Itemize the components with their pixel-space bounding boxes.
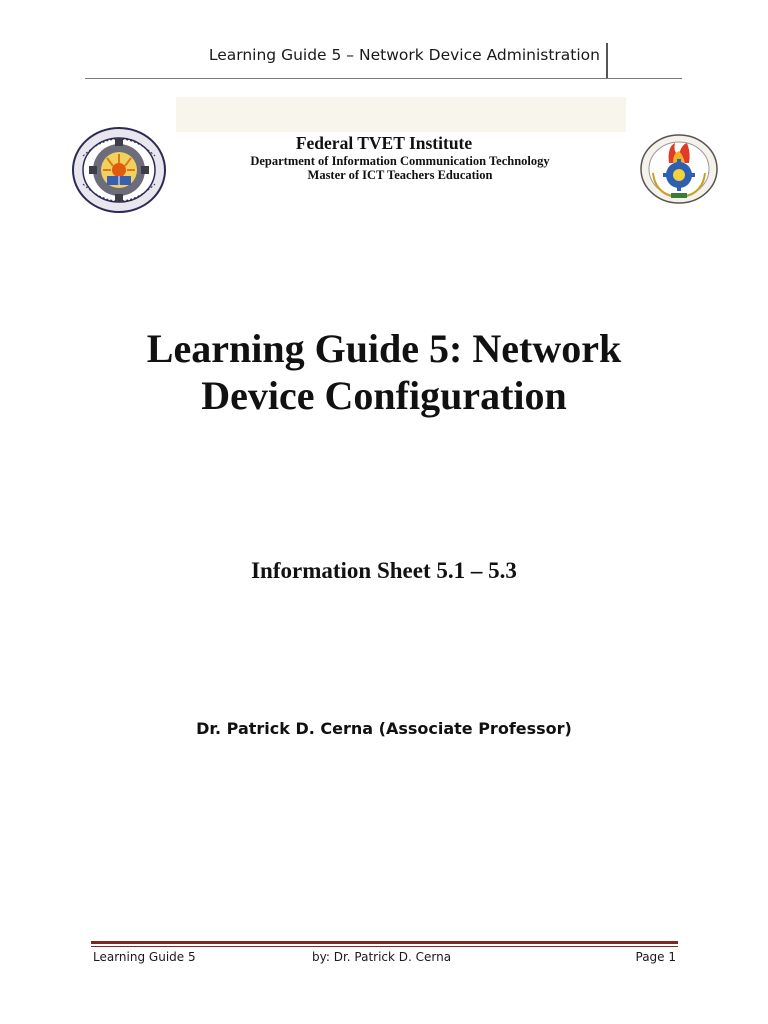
information-sheet-range: Information Sheet 5.1 – 5.3 bbox=[251, 558, 517, 583]
running-header-title: Learning Guide 5 – Network Device Administration bbox=[208, 46, 600, 64]
emblem-icon bbox=[639, 133, 719, 205]
document-title-line-2: Device Configuration bbox=[201, 373, 567, 418]
header-divider-vertical bbox=[606, 43, 608, 78]
document-title-line-1: Learning Guide 5: Network bbox=[146, 326, 622, 371]
footer-page-number: Page 1 bbox=[635, 950, 676, 964]
footer-rule-thin bbox=[91, 946, 678, 947]
header-rule bbox=[85, 78, 682, 79]
institute-name: Federal TVET Institute bbox=[295, 133, 473, 153]
footer-author: by: Dr. Patrick D. Cerna bbox=[312, 950, 452, 964]
banner-background bbox=[176, 97, 626, 132]
footer-rule-thick bbox=[91, 941, 678, 944]
footer-guide-label: Learning Guide 5 bbox=[93, 950, 196, 964]
document-title bbox=[0, 325, 768, 419]
department-name: Department of Information Communication Technology bbox=[250, 154, 550, 168]
program-name: Master of ICT Teachers Education bbox=[307, 168, 493, 182]
author-line: Dr. Patrick D. Cerna (Associate Professor) bbox=[196, 719, 572, 738]
